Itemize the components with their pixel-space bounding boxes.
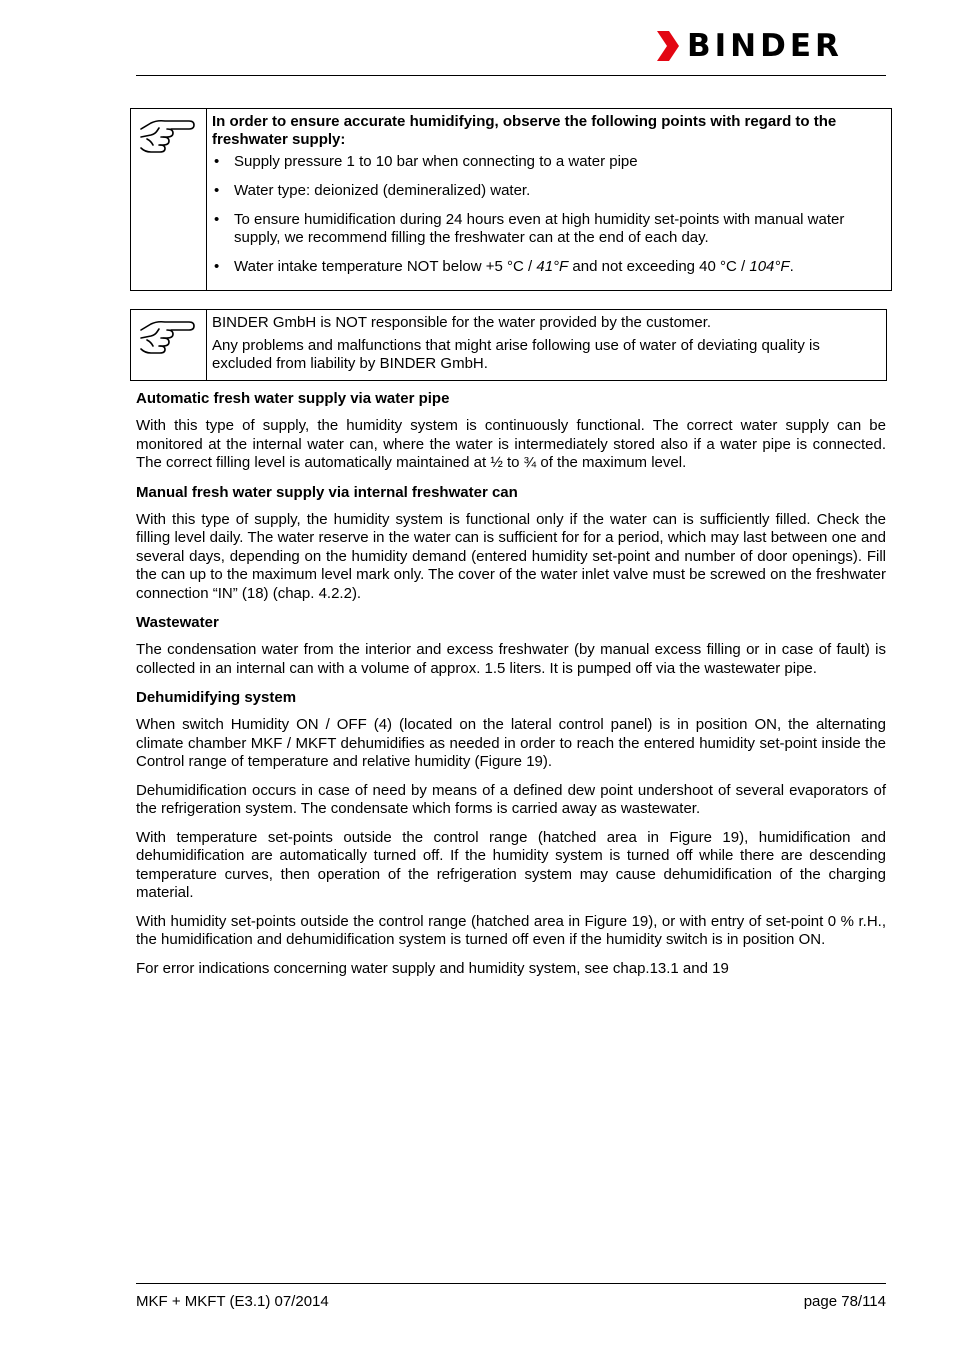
paragraph: The condensation water from the interior and excess freshwater (by manual excess filling or in case of fault) is collected in an internal can with a volume of approx. 1.5 liters. It is pumped off via the wastewater pipe. — [136, 641, 886, 677]
list-item: • Supply pressure 1 to 10 bar when connecting to a water pipe — [212, 153, 885, 171]
section-heading: Wastewater — [136, 614, 219, 631]
liability-line-2: Any problems and malfunctions that might arise following use of water of deviating quality is excluded from liability by BINDER GmbH. — [212, 337, 820, 372]
temp-text-3: . — [789, 258, 794, 275]
logo-arrow-icon — [655, 29, 681, 63]
temp-fahrenheit-2: 104°F — [749, 258, 790, 275]
note-body — [207, 310, 886, 380]
paragraph: Dehumidification occurs in case of need by means of a defined dew point undershoot of several evaporators of the refrigeration system. The condensate which forms is carried away as wastewater. — [136, 781, 886, 817]
note-box-liability — [130, 309, 887, 381]
list-item — [212, 258, 885, 276]
footer-rule — [136, 1283, 886, 1284]
paragraph: With humidity set-points outside the control range (hatched area in Figure 19), or with entry of set-point 0 % r.H., the humidification and dehumidification system is turned off even if the humidity switch is in position ON. — [136, 912, 886, 948]
pointing-hand-icon — [137, 316, 197, 358]
temp-text-2: and not exceeding 40 °C / — [568, 258, 750, 275]
logo-text: BINDER — [687, 28, 843, 64]
note-box-freshwater — [130, 108, 892, 291]
pointing-hand-icon — [137, 115, 197, 157]
section-heading: Dehumidifying system — [136, 689, 297, 706]
note-body — [207, 109, 891, 290]
paragraph: With this type of supply, the humidity system is functional only if the water can is sufficiently filled. Check the filling level daily. The water reserve in the water can is sufficient for for a period, which may last between one and several days, depending on the humidity demand (entered humidity set-point and number of door openings). Fill the can up to the maximum level mark only. The cover of the water inlet valve must be screwed on the freshwater connection “IN” (18) (chap. 4.2.2). — [136, 510, 886, 602]
section-heading: Automatic fresh water supply via water pipe — [136, 390, 450, 407]
note-heading: In order to ensure accurate humidifying, observe the following points with regard to the freshwater supply: — [212, 113, 837, 148]
binder-logo — [655, 29, 843, 63]
temp-text-1: Water intake temperature NOT below +5 °C / — [234, 258, 537, 275]
footer-page-number: page 78/114 — [803, 1293, 886, 1310]
section-heading: Manual fresh water supply via internal freshwater can — [136, 483, 518, 501]
note-icon-cell — [131, 109, 207, 290]
header-rule — [136, 75, 886, 76]
footer-document-id: MKF + MKFT (E3.1) 07/2014 — [136, 1293, 329, 1310]
paragraph: With this type of supply, the humidity system is continuously functional. The correct water supply can be monitored at the internal water can, where the water is intermediately stored also if a water pipe is connected. The correct filling level is automatically maintained at ½ to ¾ of the maximum level. — [136, 417, 886, 471]
paragraph: For error indications concerning water supply and humidity system, see chap.13.1 and 19 — [136, 959, 729, 977]
liability-line-1: BINDER GmbH is NOT responsible for the water provided by the customer. — [212, 314, 712, 331]
temp-fahrenheit-1: 41°F — [536, 258, 569, 275]
list-item: • Water type: deionized (demineralized) water. — [212, 182, 885, 200]
paragraph: When switch Humidity ON / OFF (4) (located on the lateral control panel) is in position ON, the alternating climate chamber MKF / MKFT dehumidifies as needed in order to reach the entered humidity set-point inside the Control range of temperature and relative humidity (Figure 19). — [136, 716, 886, 770]
note-icon-cell — [131, 310, 207, 380]
note-bullet-list — [212, 153, 885, 276]
list-item: • To ensure humidification during 24 hours even at high humidity set-points with manual water supply, we recommend filling the freshwater can at the end of each day. — [212, 211, 885, 247]
main-content — [136, 389, 886, 988]
paragraph: With temperature set-points outside the control range (hatched area in Figure 19), humidification and dehumidification are automatically turned off. If the humidity system is turned off while there are descending temperature curves, then operation of the refrigeration system may cause dehumidification of the charging material. — [136, 828, 886, 901]
